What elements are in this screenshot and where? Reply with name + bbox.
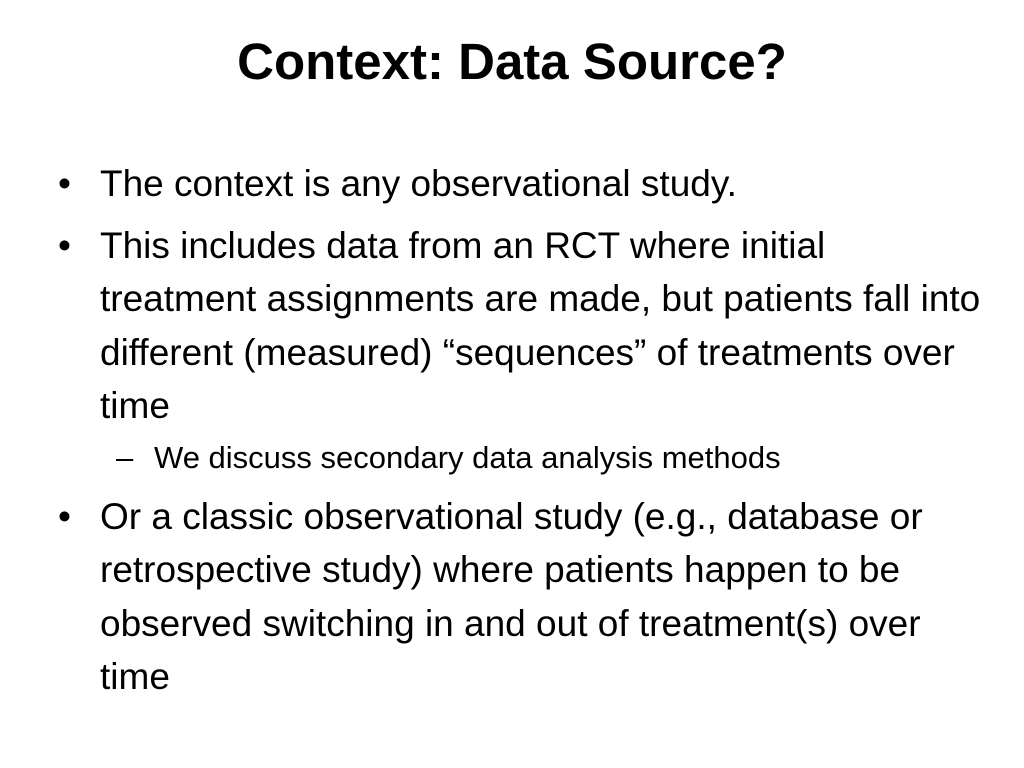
bullet-item [58,490,988,704]
bullet-marker: • [58,495,71,537]
bullet-list [58,157,988,712]
sub-bullet-text: We discuss secondary data analysis methods [154,439,781,475]
bullet-marker: • [58,224,71,266]
bullet-item [58,157,988,211]
slide-title: Context: Data Source? [237,33,787,90]
bullet-item [58,219,988,482]
bullet-marker: • [58,163,71,204]
bullet-text: This includes data from an RCT where initial treatment assignments are made, but patients fall into different (measured) “sequences” of treatments over time [100,224,981,426]
sub-bullet-marker: – [116,439,134,475]
sub-bullet-list [100,434,988,482]
bullet-text: The context is any observational study. [100,163,737,204]
sub-bullet-item [116,434,988,482]
bullet-text: Or a classic observational study (e.g., database or retrospective study) where patients happen to be observed switching in and out of treatment(s) over time [100,495,923,697]
